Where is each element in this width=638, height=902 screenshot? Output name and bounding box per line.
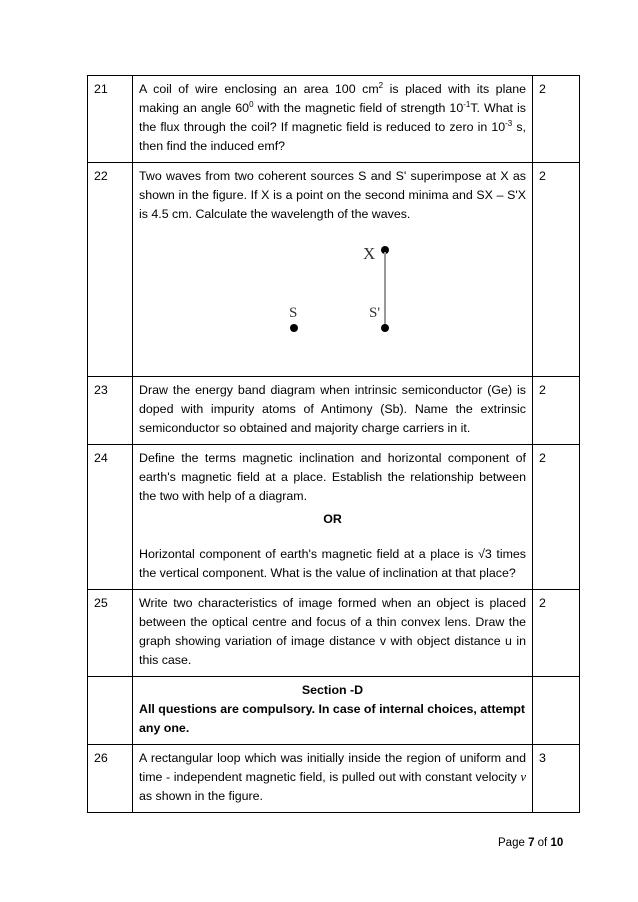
question-text: Draw the energy band diagram when intrinsic semiconductor (Ge) is doped with impurity atoms of Antimony (Sb). Name the extrinsic semiconductor so obtained and majority charge carriers in it.	[133, 377, 533, 445]
or-separator: OR	[323, 512, 342, 526]
question-number: 22	[88, 163, 133, 377]
question-body: Define the terms magnetic inclination and horizontal component of earth's magnetic field at a place. Establish the relationship between the two with help of a diagram.	[139, 451, 526, 503]
question-row-23	[88, 377, 580, 445]
question-row-26	[88, 745, 580, 813]
question-marks: 2	[533, 590, 580, 677]
question-number: 26	[88, 745, 133, 813]
question-number: 21	[88, 76, 133, 163]
section-instructions: All questions are compulsory. In case of internal choices, attempt any one.	[139, 702, 526, 735]
question-row-22	[88, 163, 580, 377]
s-prime-x-line	[384, 252, 386, 326]
point-x-label: X	[363, 244, 376, 263]
page-footer: Page 7 of 10	[498, 837, 564, 849]
question-row-21	[88, 76, 580, 163]
question-row-25	[88, 590, 580, 677]
source-s-dot	[290, 324, 298, 332]
question-marks: 3	[533, 745, 580, 813]
empty-cell	[533, 677, 580, 745]
question-text	[133, 445, 533, 590]
question-number: 23	[88, 377, 133, 445]
question-text	[133, 163, 533, 377]
interference-figure	[139, 224, 526, 346]
questions-table	[87, 75, 580, 813]
question-text: A rectangular loop which was initially inside the region of uniform and time - independent magnetic field, is pulled out with constant velocity v as shown in the figure.	[133, 745, 533, 813]
total-pages: 10	[550, 837, 564, 849]
source-s-prime-label: S'	[369, 305, 381, 321]
question-row-24	[88, 445, 580, 590]
current-page: 7	[528, 837, 535, 849]
question-body: Two waves from two coherent sources S and S' superimpose at X as shown in the figure. If X is a point on the second minima and SX – S'X is 4.5 cm. Calculate the wavelength of the waves.	[139, 169, 526, 221]
source-s-prime-dot	[381, 324, 389, 332]
section-header-row	[88, 677, 580, 745]
question-number: 24	[88, 445, 133, 590]
source-s-label: S	[289, 305, 298, 321]
alternative-question: Horizontal component of earth's magnetic field at a place is √3 times the vertical component. What is the value of inclination at that place?	[139, 547, 526, 580]
question-text: Write two characteristics of image formed when an object is placed between the optical centre and focus of a thin convex lens. Draw the graph showing variation of image distance v with object distance u in this case.	[133, 590, 533, 677]
question-marks: 2	[533, 76, 580, 163]
question-marks: 2	[533, 445, 580, 590]
section-title: Section -D	[301, 683, 364, 697]
question-number: 25	[88, 590, 133, 677]
empty-cell	[88, 677, 133, 745]
question-text: A coil of wire enclosing an area 100 $cm^2$ is placed with its plane making an angle $60^0$ with the magnetic field of strength $10^{-1}T$. What is the flux through the coil? If magnetic field is reduced to zero in $10^{-3}$ s, then find the induced emf?	[133, 76, 533, 163]
question-marks: 2	[533, 377, 580, 445]
question-marks: 2	[533, 163, 580, 377]
section-cell	[133, 677, 533, 745]
